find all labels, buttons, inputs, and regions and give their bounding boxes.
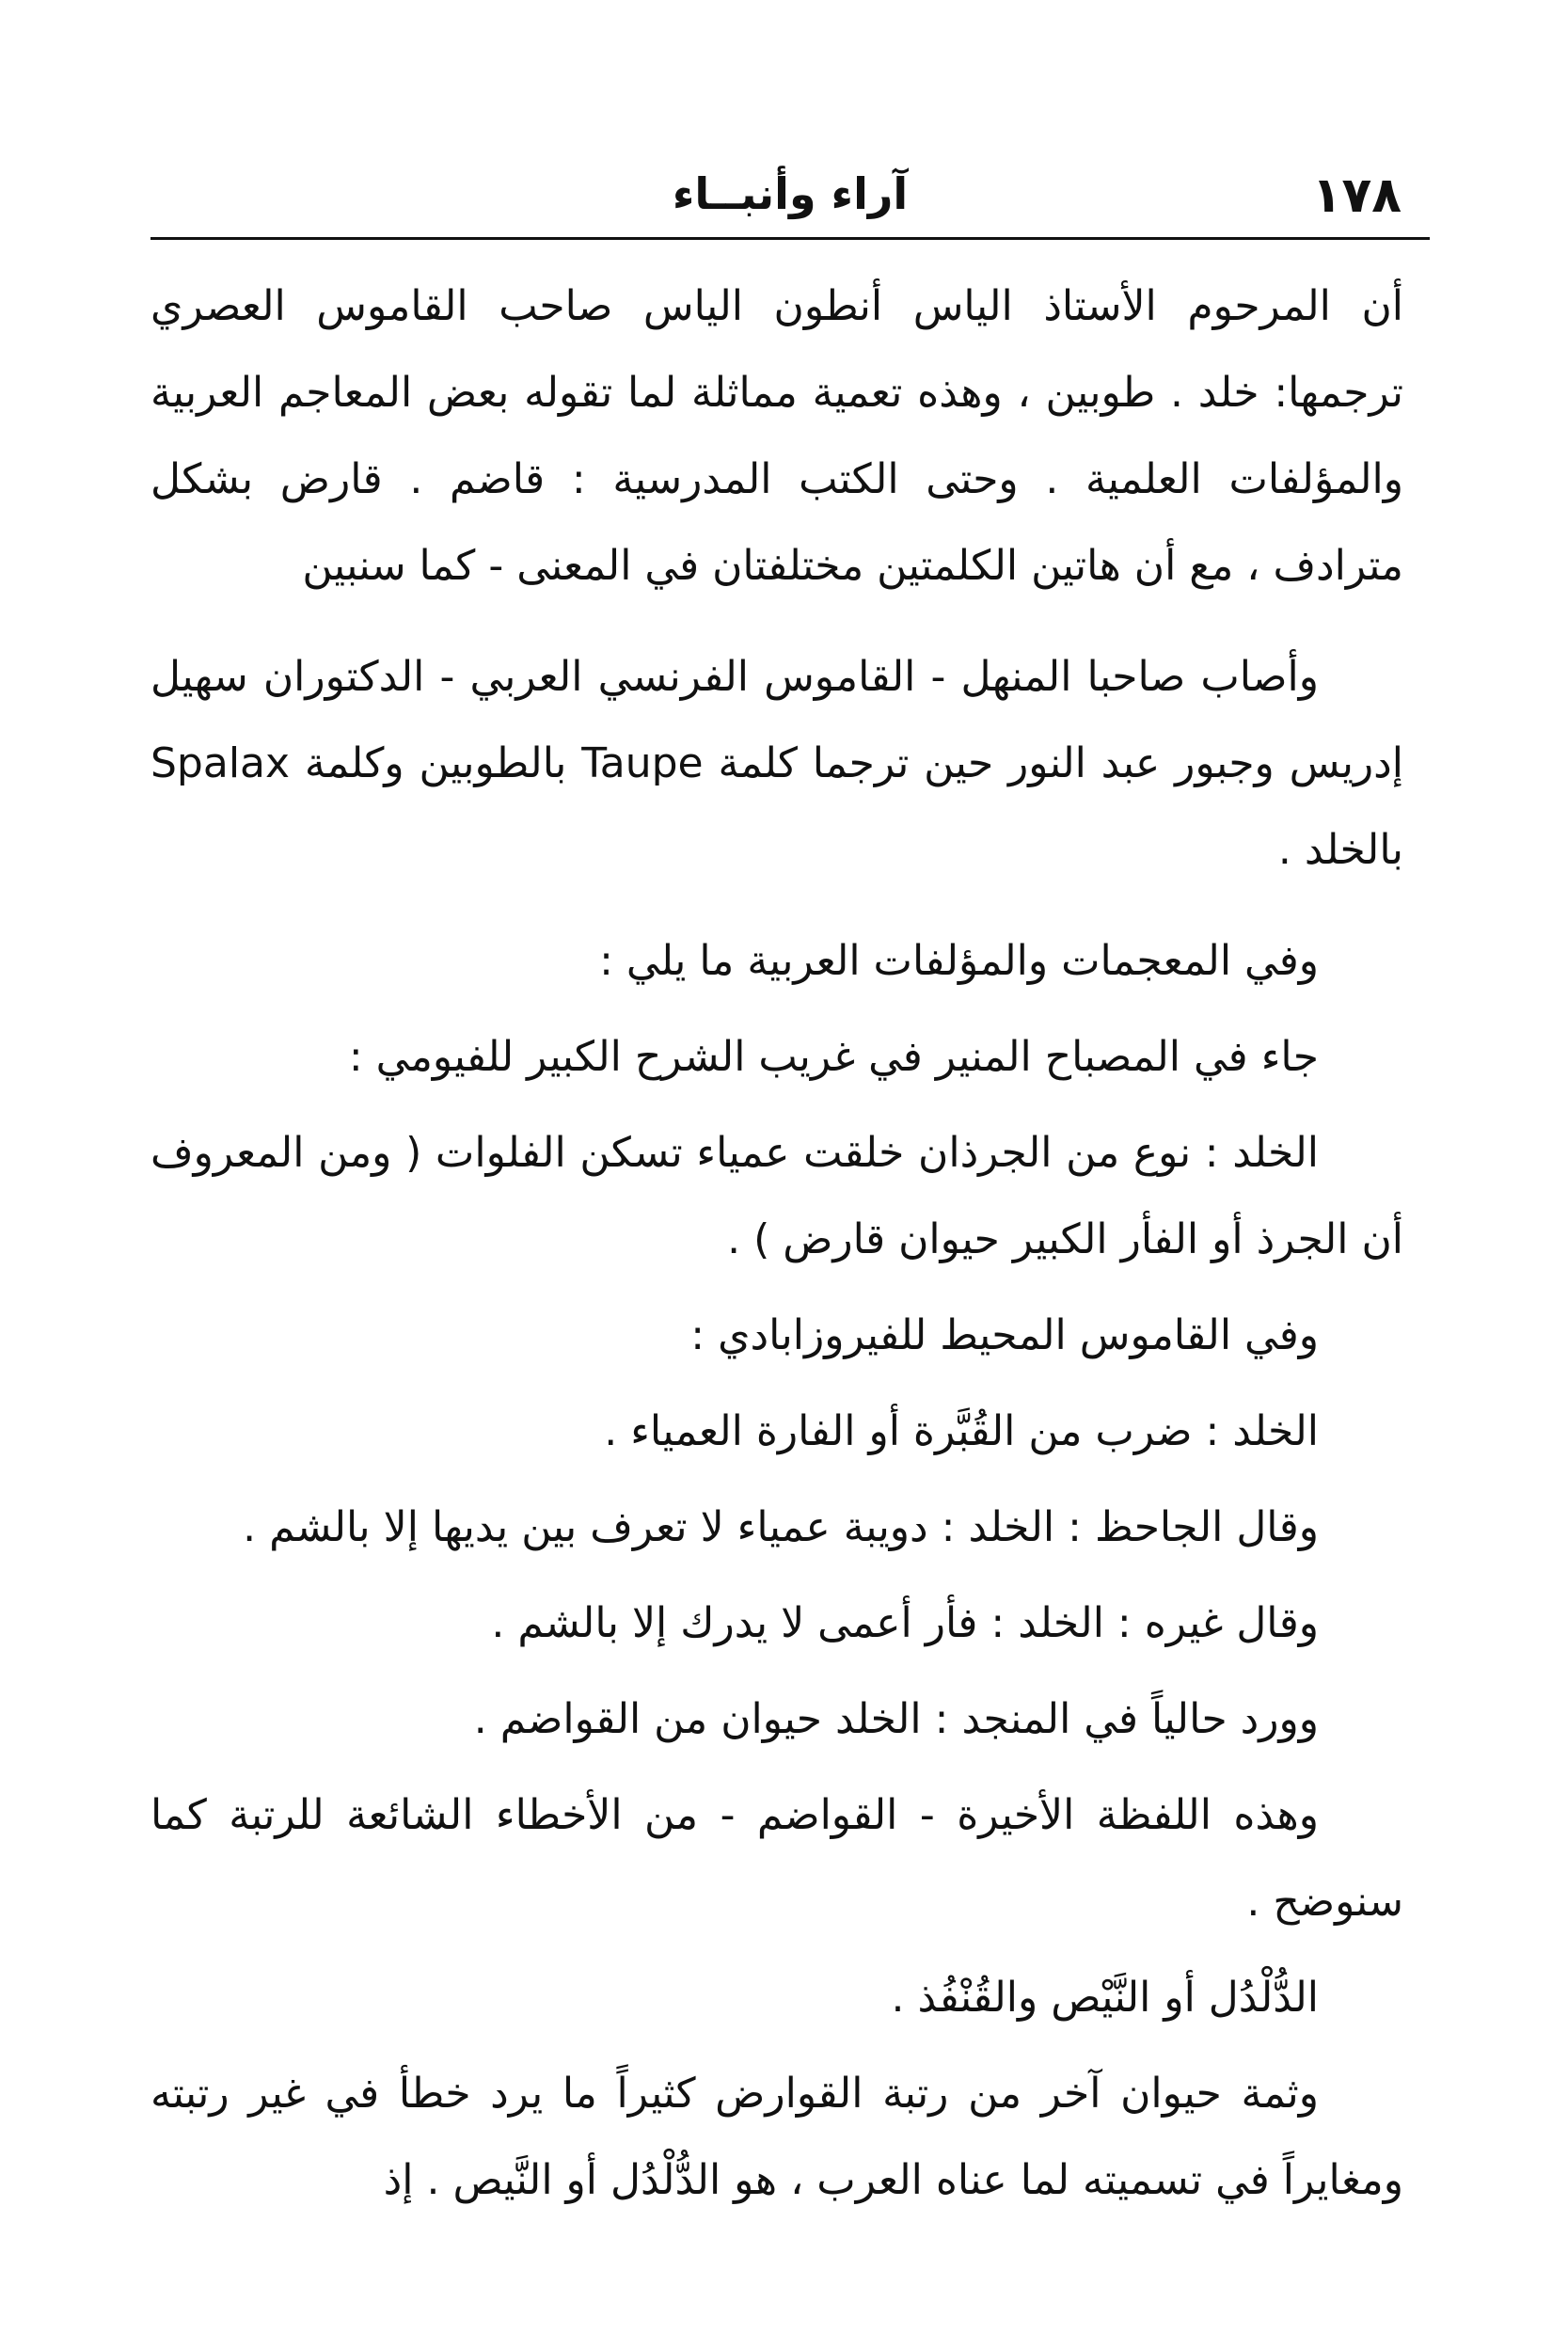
paragraph-10: وورد حالياً في المنجد : الخلد حيوان من القواضم . [473, 1695, 1319, 1743]
paragraph-6: وفي القاموس المحيط للفيروزابادي : [690, 1311, 1319, 1359]
paragraph-8: وقال الجاحظ : الخلد : دويبة عمياء لا تعرف بين يديها إلا بالشم . [243, 1503, 1319, 1551]
paragraph-11: وهذه اللفظة الأخيرة - القواضم - من الأخطاء الشائعة للرتبة كما سنوضح . [150, 1791, 1403, 1926]
running-title: آراء وأنبــاء [672, 168, 909, 219]
paragraph-2: وأصاب صاحبا المنهل - القاموس الفرنسي العربي - الدكتوران سهيل إدريس وجبور عبد النور حين ترجما كلمة Taupe بالطوبين وكلمة Spalax بالخلد . [150, 653, 1404, 874]
header-rule [150, 237, 1430, 240]
paragraph-3: وفي المعجمات والمؤلفات العربية ما يلي : [599, 937, 1319, 985]
body-text [150, 263, 1403, 2224]
paragraph-1: أن المرحوم الأستاذ الياس أنطون الياس صاحب القاموس العصري ترجمها: خلد . طوبين ، وهذه تعمية مماثلة لما تقوله بعض المعاجم العربية والمؤلفات العلمية . وحتى الكتب المدرسية : قاضم . قارض بشكل مترادف ، مع أن هاتين الكلمتين مختلفتان في المعنى - كما سنبين [150, 282, 1403, 590]
paragraph-7: الخلد : ضرب من القُبَّرة أو الفارة العمياء . [604, 1407, 1319, 1455]
paragraph-12: الدُّلْدُل أو النَّيْص والقُنْفُذ . [891, 1974, 1319, 2022]
paragraph-13: وثمة حيوان آخر من رتبة القوارض كثيراً ما يرد خطأ في غير رتبته ومغايراً في تسميته لما عناه العرب ، هو الدُّلْدُل أو النَّيص . إذ [150, 2070, 1403, 2204]
page-number: ١٧٨ [1311, 167, 1402, 224]
page-header [150, 139, 1430, 224]
paragraph-5: الخلد : نوع من الجرذان خلقت عمياء تسكن الفلوات ( ومن المعروف أن الجرذ أو الفأر الكبير حيوان قارض ) . [150, 1129, 1403, 1263]
paragraph-4: جاء في المصباح المنير في غريب الشرح الكبير للفيومي : [348, 1033, 1319, 1081]
paragraph-9: وقال غيره : الخلد : فأر أعمى لا يدرك إلا بالشم . [491, 1599, 1319, 1647]
